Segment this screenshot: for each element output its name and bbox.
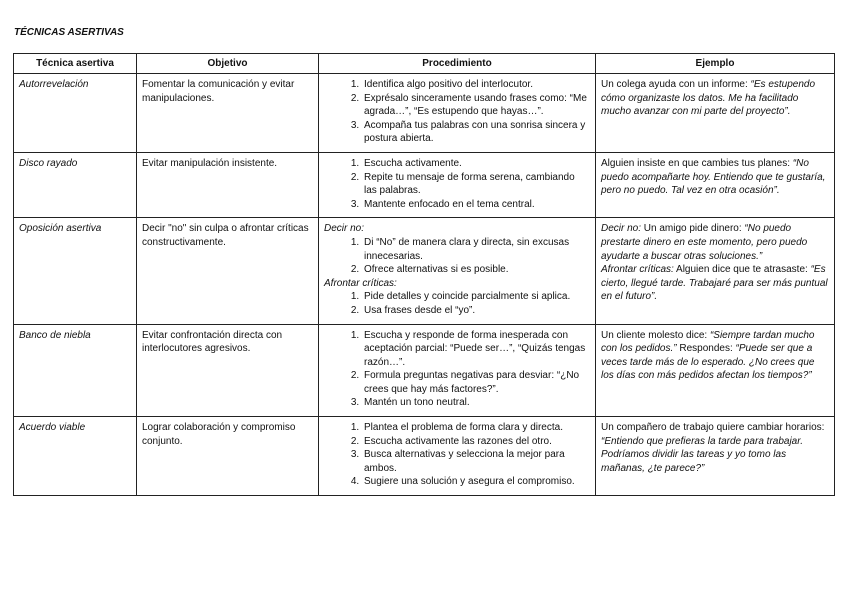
- technique-name: Oposición asertiva: [14, 218, 137, 324]
- technique-name: Disco rayado: [14, 152, 137, 217]
- assertive-techniques-table: [13, 53, 835, 496]
- procedure-step: 1. Plantea el problema de forma clara y directa.: [362, 421, 590, 435]
- example-quote: “Es cierto, llegué tarde. Trabajaré para ser más puntual en el futuro”.: [601, 264, 828, 303]
- technique-name: Acuerdo viable: [14, 417, 137, 496]
- table-row: [14, 152, 835, 217]
- technique-example: [596, 218, 835, 324]
- table-header-row: [14, 54, 835, 74]
- procedure-step: 2. Escucha activamente las razones del otro.: [362, 435, 590, 449]
- example-text: Respondes:: [676, 343, 736, 355]
- procedure-step: 1. Pide detalles y coincide parcialmente si aplica.: [362, 290, 590, 304]
- procedure-step: 2. Formula preguntas negativas para desviar: “¿No crees que hay más factores?”.: [362, 369, 590, 396]
- example-text: Alguien insiste en que cambies tus planes:: [601, 157, 793, 169]
- example-quote: “Entiendo que prefieras la tarde para trabajar. Podríamos dividir las tareas y yo tomo las mañanas, ¿te parece?”: [601, 435, 803, 474]
- example-text: Un amigo pide dinero:: [641, 223, 745, 235]
- technique-procedure: [319, 324, 596, 417]
- procedure-subheading: Decir no:: [324, 223, 365, 235]
- procedure-step: 4. Sugiere una solución y asegura el compromiso.: [362, 475, 590, 489]
- technique-procedure: [319, 152, 596, 217]
- table-row: [14, 218, 835, 324]
- procedure-step: 1. Di “No” de manera clara y directa, sin excusas innecesarias.: [362, 236, 590, 263]
- example-text: Alguien dice que te atrasaste:: [673, 264, 811, 276]
- procedure-step: 3. Mantén un tono neutral.: [362, 396, 590, 410]
- technique-procedure: [319, 218, 596, 324]
- technique-procedure: [319, 417, 596, 496]
- technique-procedure: [319, 74, 596, 153]
- example-quote: “No puedo prestarte dinero en este momento, pero puedo ayudarte a buscar otras soluciones.”: [601, 223, 808, 262]
- example-label: Afrontar críticas:: [601, 264, 674, 276]
- page-title: TÉCNICAS ASERTIVAS: [14, 27, 124, 38]
- example-quote: “Es estupendo cómo organizaste los datos. Me ha facilitado mucho avanzar con mi parte del proyecto”.: [601, 79, 816, 118]
- technique-example: [596, 74, 835, 153]
- procedure-step: 1. Escucha y responde de forma inesperada con aceptación parcial: “Puede ser…”, “Quizás tengas razón…”.: [362, 329, 590, 370]
- procedure-step: 3. Acompaña tus palabras con una sonrisa sincera y postura abierta.: [362, 119, 590, 146]
- example-text: Un colega ayuda con un informe:: [601, 79, 751, 90]
- technique-example: [596, 324, 835, 417]
- header-example: Ejemplo: [596, 54, 835, 74]
- table-row: [14, 74, 835, 153]
- technique-name: Autorrevelación: [14, 74, 137, 153]
- technique-objective: Fomentar la comunicación y evitar manipulaciones.: [137, 74, 319, 153]
- table-row: [14, 324, 835, 417]
- procedure-step: 2. Repite tu mensaje de forma serena, cambiando las palabras.: [362, 171, 590, 198]
- procedure-subheading: Afrontar críticas:: [324, 277, 397, 289]
- technique-name: Banco de niebla: [14, 324, 137, 417]
- procedure-step: 2. Exprésalo sinceramente usando frases como: “Me agrada…”, “Es estupendo que hayas…”.: [362, 92, 590, 119]
- technique-example: [596, 152, 835, 217]
- example-text: Un compañero de trabajo quiere cambiar horarios:: [601, 422, 825, 434]
- technique-objective: Evitar manipulación insistente.: [137, 152, 319, 217]
- example-quote: “Siempre tardan mucho con los pedidos.”: [601, 329, 815, 355]
- technique-objective: Lograr colaboración y compromiso conjunto.: [137, 417, 319, 496]
- technique-objective: Evitar confrontación directa con interlocutores agresivos.: [137, 324, 319, 417]
- header-objective: Objetivo: [137, 54, 319, 74]
- header-procedure: Procedimiento: [319, 54, 596, 74]
- example-quote: “Puede ser que a veces tarde más de lo esperado. ¿No crees que los días con más pedidos afectan los tiempos?”: [601, 343, 815, 382]
- procedure-step: 3. Busca alternativas y selecciona la mejor para ambos.: [362, 448, 590, 475]
- header-technique: Técnica asertiva: [14, 54, 137, 74]
- example-label: Decir no:: [601, 223, 642, 235]
- table-row: [14, 417, 835, 496]
- technique-example: [596, 417, 835, 496]
- procedure-step: 2. Usa frases desde el “yo”.: [362, 304, 590, 318]
- example-quote: “No puedo acompañarte hoy. Entiendo que te gustaría, pero no puedo. Tal vez en otra ocasión”.: [601, 157, 826, 197]
- technique-objective: Decir "no" sin culpa o afrontar críticas constructivamente.: [137, 218, 319, 324]
- example-text: Un cliente molesto dice:: [601, 329, 710, 341]
- procedure-step: 3. Mantente enfocado en el tema central.: [362, 198, 590, 212]
- procedure-step: 1. Escucha activamente.: [362, 157, 590, 171]
- procedure-step: 2. Ofrece alternativas si es posible.: [362, 263, 590, 277]
- procedure-step: 1. Identifica algo positivo del interlocutor.: [362, 78, 590, 92]
